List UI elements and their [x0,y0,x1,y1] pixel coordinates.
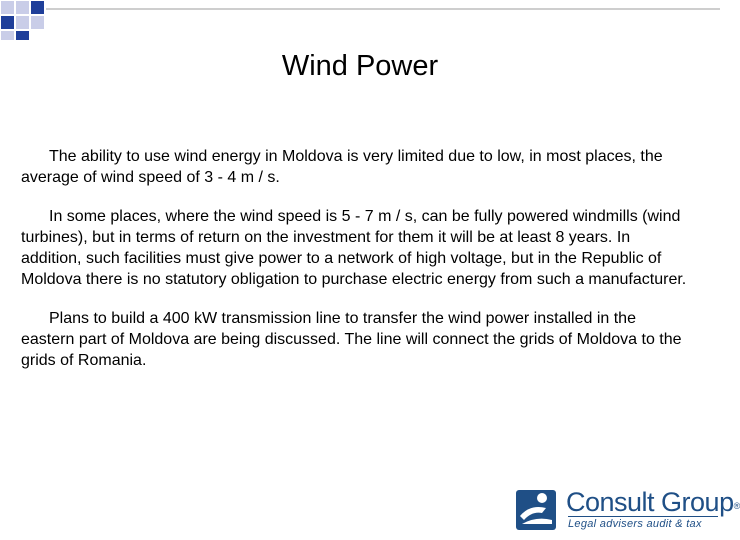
decor-square [1,31,14,40]
consult-group-emblem-icon [512,486,562,534]
paragraph: Plans to build a 400 kW transmission line to transfer the wind power installed in the eastern part of Moldova are being discussed. The line will connect the grids of Moldova to the grids of Romania. [21,310,682,369]
consult-group-logo [512,486,740,534]
logo-name-text: Consult Group [566,487,734,517]
paragraph: The ability to use wind energy in Moldova is very limited due to low, in most places, the average of wind speed of 3 - 4 m / s. [21,148,663,186]
slide-title [0,44,720,88]
slide-body [21,146,693,389]
decor-square [31,16,44,29]
decor-square [16,31,29,40]
corner-decoration [0,0,720,40]
decor-square [1,1,14,14]
registered-mark: ® [733,501,740,511]
logo-name [566,486,740,518]
decor-square [1,16,14,29]
logo-tagline: Legal advisers audit & tax [568,516,718,533]
decor-square [16,1,29,14]
slide-title-text: Wind Power [281,50,439,82]
paragraph: In some places, where the wind speed is 5 - 7 m / s, can be fully powered windmills (wind turbines), but in terms of return on the investment for them it will be at least 8 years. In addition, such facilities must give power to a network of high voltage, but in the Republic of Moldova there is no statutory obligation to purchase electric energy from such a manufacturer. [21,208,687,288]
decor-square [16,16,29,29]
decor-square [31,1,44,14]
